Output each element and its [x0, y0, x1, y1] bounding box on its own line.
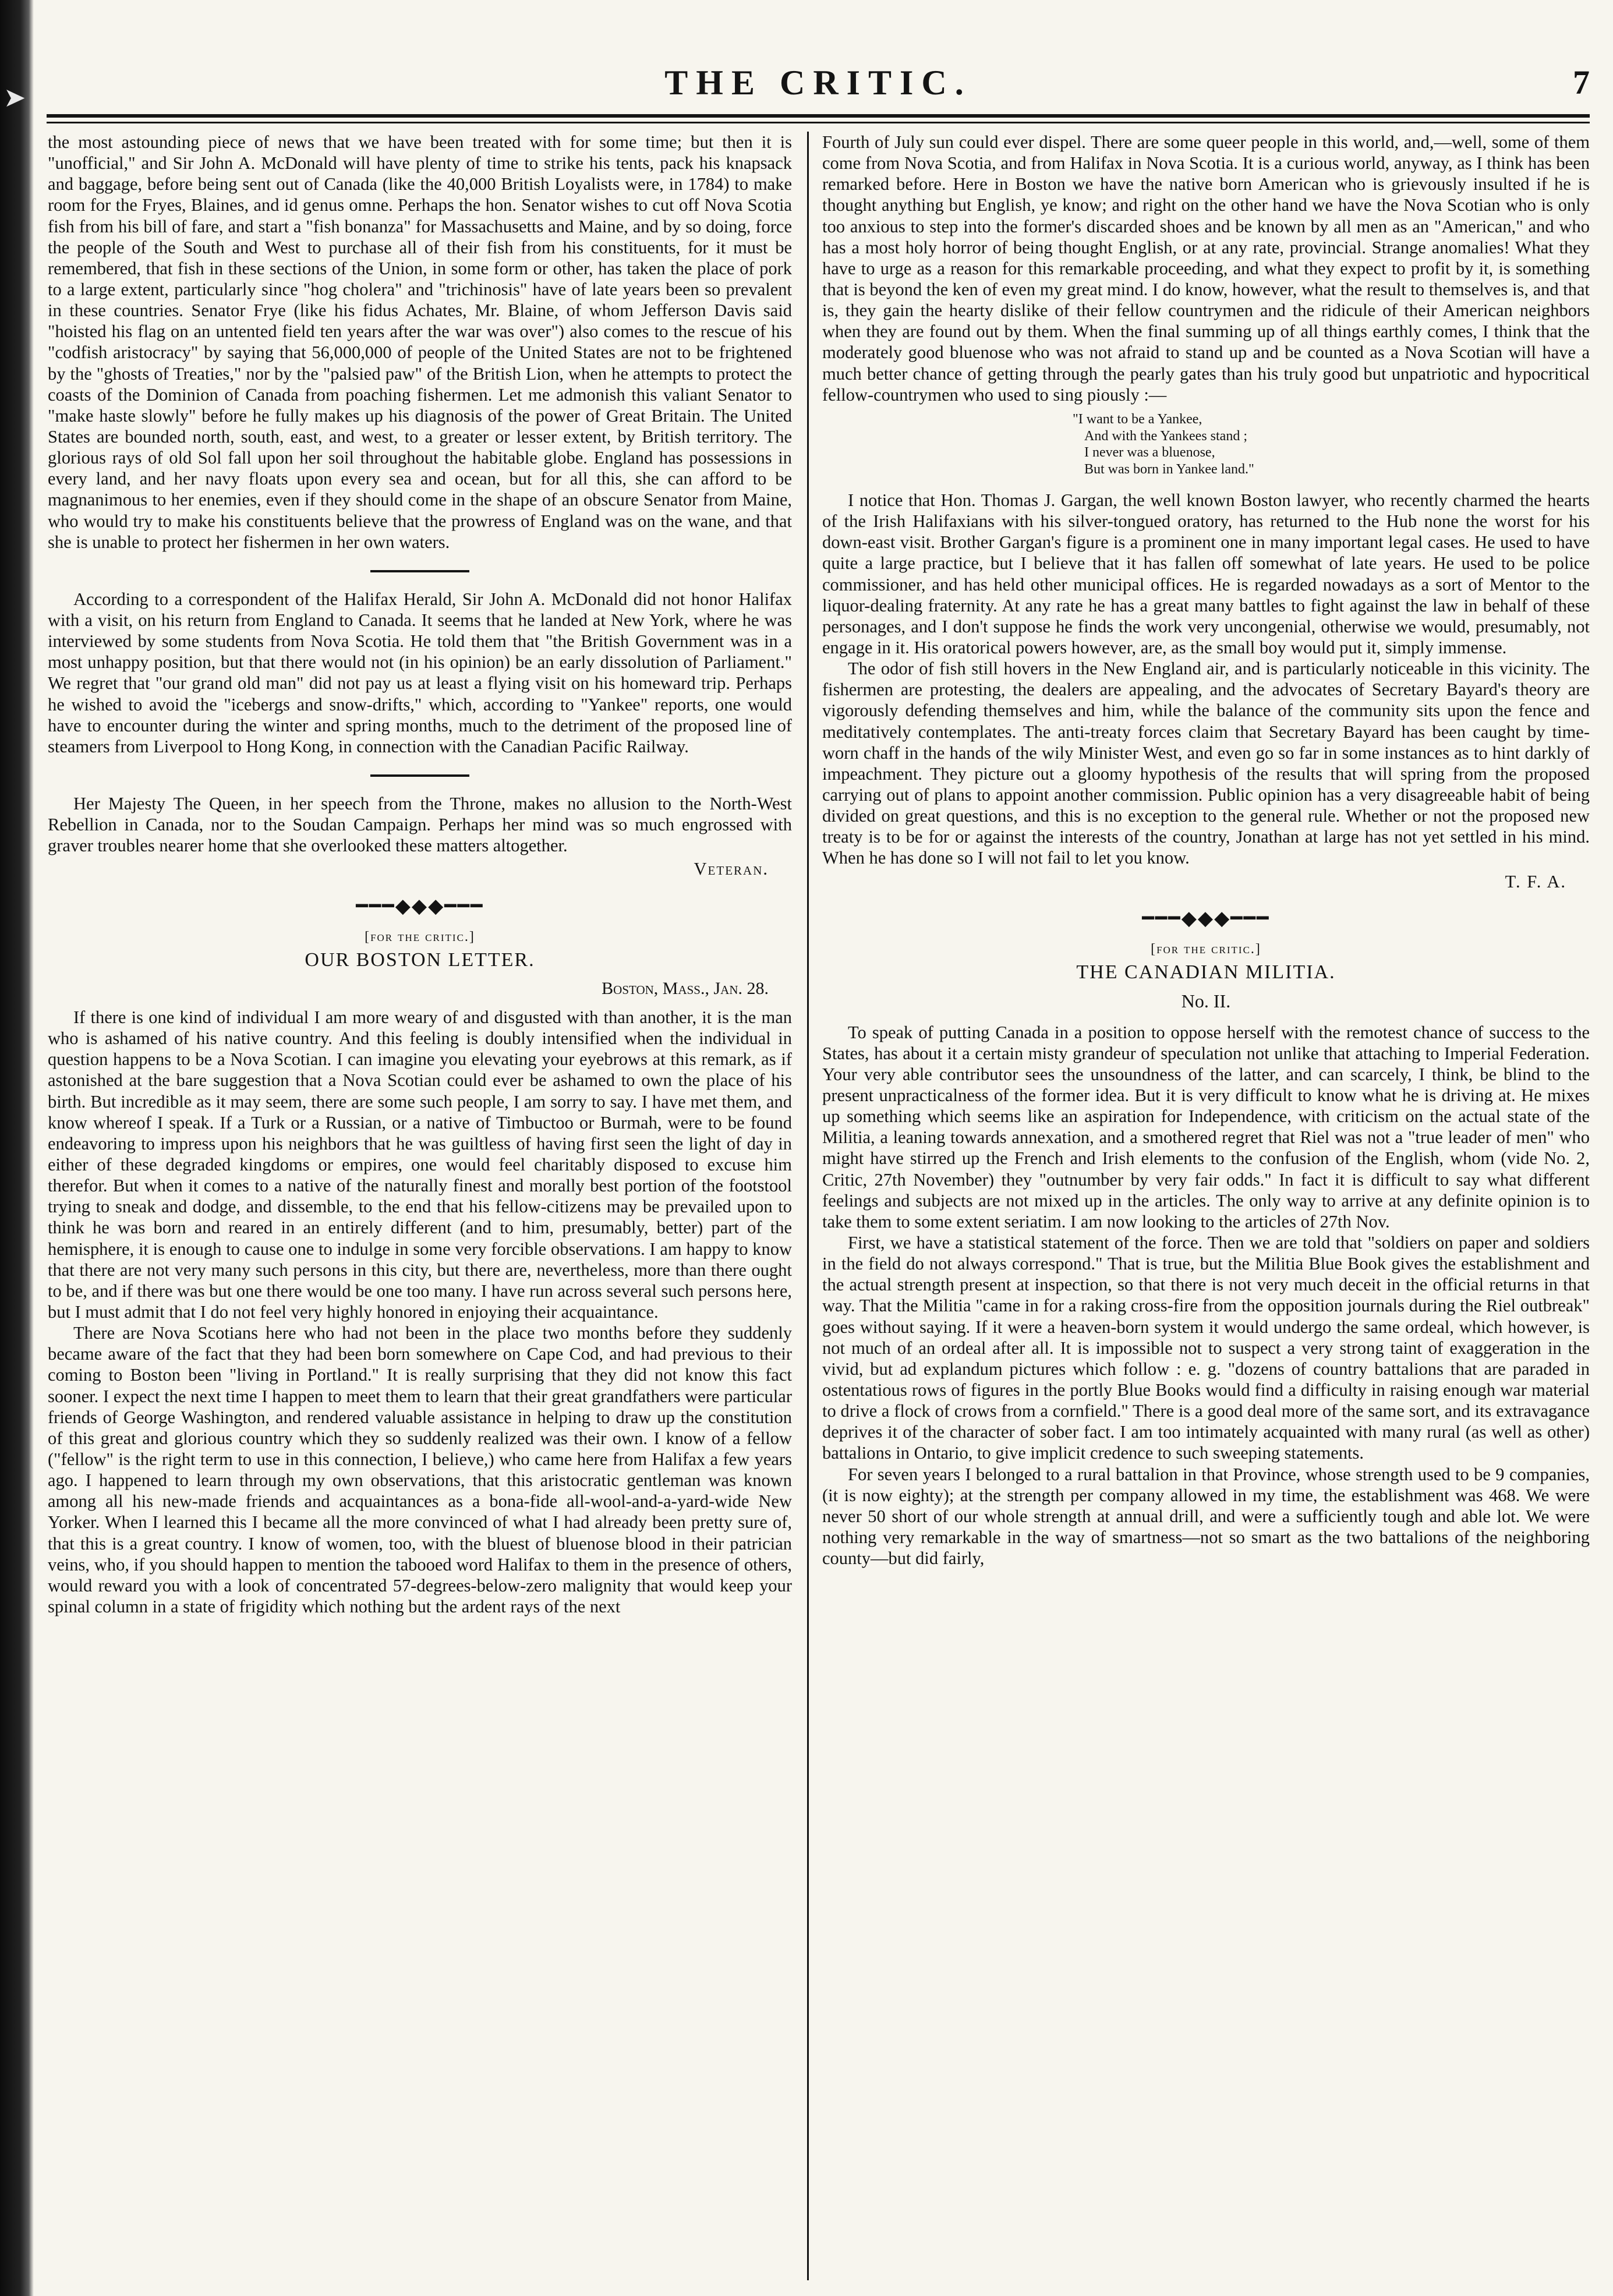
article-signature: Veteran.	[694, 859, 769, 879]
ornament-divider-icon: ━━━◆◆◆━━━	[1142, 907, 1270, 929]
boston-paragraph-5: The odor of fish still hovers in the New England air, and is particularly noticeable in this vicinity. The fishermen are protesting, the dealers are appealing, and the advocates of Secretary Bayard's theory are vigorously defending themselves and him, while the balance of the community sits upon the fence and meditatively contemplates. The anti-treaty forces claim that Secretary Bayard has been caught by time-worn chaff in the hands of the wily Minister West, and even go so far in some instances as to hint darkly of impeachment. They picture out a gloomy hypothesis of the results that will spring from the proposed carrying out of plans to appoint another commission. Public opinion has a very disagreeable habit of being divided on great questions, and this is no exception to the general rule. Whether or not the proposed new treaty is to be for or against the interests of the country, Jonathan at large has not yet settled in his mind. When he has done so I will not fail to let you know.	[822, 659, 1590, 868]
militia-title: THE CANADIAN MILITIA.	[1076, 961, 1336, 984]
militia-paragraph-1: To speak of putting Canada in a position to oppose herself with the remotest chance of success to the States, has about it a certain misty grandeur of speculation not unlike that attaching to Imperial Federation. Your very able contributor sees the unsoundness of the latter, and can scarcely, I think, be blind to the present unpracticalness of the former idea. But it is very difficult to know what he is driving at. He mixes up something which seems like an aspiration for Independence, with criticism on the actual state of the Militia, a leaning towards annexation, and a smothered regret that Riel was not a "true leader of men" who might have stirred up the French and Irish elements to the confusion of the English, whom (vide No. 2, Critic, 27th November) they "outnumber by very fair odds." In fact it is difficult to say what different feelings and subjects are not mixed up in the articles. The only way to arrive at any definite opinion is to take them to some extent seriatim. I am now looking to the articles of 27th Nov.	[822, 1022, 1590, 1232]
militia-paragraph-2: First, we have a statistical statement of the force. Then we are told that "soldiers on paper and soldiers in the field do not always correspond." That is true, but the Militia Blue Book gives the establishment and the actual strength present at inspection, so that there is not very much deceit in the official returns in that way. That the Militia "came in for a raking cross-fire from the opposition journals during the Riel outbreak" goes without saying. If it were a heaven-born system it would undergo the same ordeal, which however, is not much of an ordeal after all. It is impossible not to suspect a very strong taint of exaggeration in the vivid, but ad explandum pictures which follow : e. g. "dozens of country battalions that are paraded in ostentatious rows of figures in the portly Blue Books would find a difficulty in raising enough war material to drive a flock of crows from a cornfield." There is a good deal more of the same sort, and its extravagance deprives it of the character of sober fact. I am too intimately acquainted with many rural (as well as other) battalions in Ontario, to give implicit credence to such sweeping statements.	[822, 1233, 1590, 1463]
boston-signature: T. F. A.	[1505, 871, 1566, 891]
herald-paragraph: According to a correspondent of the Halifax Herald, Sir John A. McDonald did not honor Halifax with a visit, on his return from England to Canada. It seems that he landed at New York, where he was interviewed by some students from Nova Scotia. He told them that "the British Government was in a most unhappy position, but that there would not (in his opinion) be an early dissolution of Parliament." We regret that "our grand old man" did not pay us at least a flying visit on his homeward trip. Perhaps he wished to avoid the "icebergs and snow-drifts," which, according to "Yankee" reports, one would have to encounter during the winter and spring months, much to the detriment of the proposed line of steamers from Liverpool to Hong Kong, in connection with the Canadian Pacific Railway.	[48, 589, 792, 756]
boston-letter-title: OUR BOSTON LETTER.	[305, 949, 535, 971]
verse-quote	[1073, 411, 1590, 478]
left-column	[48, 132, 792, 2280]
militia-number: No. II.	[1181, 990, 1231, 1011]
militia-paragraph-3: For seven years I belonged to a rural battalion in that Province, whose strength used to be 9 companies, (it is now eighty); at the strength per company allowed in my time, the establishment was 468. We were never 50 short of our whole strength at annual drill, and were a sufficiently tough and able lot. We were nothing very remarkable in the way of smartness—not so smart as the two battalions of the neighboring county—but did fairly,	[822, 1464, 1590, 1569]
article-continuation: the most astounding piece of news that we have been treated with for some time; but then it is "unofficial," and Sir John A. McDonald will have plenty of time to strike his tents, pack his knapsack and baggage, before being sent out of Canada (like the 40,000 British Loyalists were, in 1784) to make room for the Fryes, Blaines, and id genus omne. Perhaps the hon. Senator wishes to cut off Nova Scotia fish from his bill of fare, and start a "fish bonanza" for Massachusetts and Maine, and by so doing, force the people of the South and West to purchase all of their fish from his constituents, for it must be remembered, that fish in these sections of the Union, in some form or other, has taken the place of pork to a large extent, particularly since "hog cholera" and "trichinosis" have of late years been so prevalent in these countries. Senator Frye (like his fidus Achates, Mr. Blaine, of whom Jefferson Davis said "hoisted his flag on an untented field ten years after the war was over") also comes to the rescue of his "codfish aristocracy" by saying that 56,000,000 of people of the United States are not to be frightened by the "ghosts of Treaties," nor by the "palsied paw" of the British Lion, when he attempts to protect the coasts of the Dominion of Canada from poaching fishermen. Let me admonish this valiant Senator to "make haste slowly" before he fully makes up his diagnosis of the power of Great Britain. The United States are bounded north, south, east, and west, to a greater or lesser extent, by British territory. The glorious rays of old Sol fall upon her soil throughout the habitable globe. England has possessions in every land, and her navy floats upon every sea and ocean, but for all this, she can afford to be magnanimous to her enemies, even if they should come in the shape of an obscure Senator from Maine, who would try to make his constituents believe that the prowress of England was on the wane, and that she is unable to protect her fishermen in her own waters.	[48, 132, 792, 552]
boston-paragraph-2: There are Nova Scotians here who had not been in the place two months before they suddenly became aware of the fact that they had been born somewhere on Cape Cod, and had previous to their coming to Boston been "living in Portland." It is really surprising that they did not know this fact sooner. I expect the next time I happen to meet them to learn that their great grandfathers were particular friends of George Washington, and rendered valuable assistance in helping to draw up the constitution of this great and glorious country which they so suddenly realized was their own. I know of a fellow ("fellow" is the right term to use in this connection, I believe,) who came here from Halifax a few years ago. I happened to learn through my own observations, that this aristocratic gentleman was known among all his new-made friends and acquaintances as a bona-fide all-wool-and-a-yard-wide New Yorker. When I learned this I became all the more convinced of what I had already been pretty sure of, that this is a great country. I know of women, too, with the bluest of bluenose blood in their patrician veins, who, if you should happen to mention the tabooed word Halifax to them in the presence of others, would reward you with a look of concentrated 57-degrees-below-zero malignity that would keep your spinal column in a state of frigidity which nothing but the ardent rays of the next	[48, 1323, 792, 1616]
section-kicker: [for the critic.]	[1151, 941, 1261, 957]
verse-line: "I want to be a Yankee,	[1073, 411, 1202, 427]
queen-paragraph: Her Majesty The Queen, in her speech from the Throne, makes no allusion to the North-West Rebellion in Canada, nor to the Soudan Campaign. Perhaps her mind was so much engrossed with graver troubles nearer home that she overlooked these matters altogether.	[48, 793, 792, 856]
right-column	[822, 132, 1590, 2280]
verse-line: But was born in Yankee land."	[1084, 462, 1254, 477]
ornament-divider-icon: ━━━◆◆◆━━━	[356, 895, 484, 917]
boston-paragraph-1: If there is one kind of individual I am more weary of and disgusted with than another, it is the man who is ashamed of his native country. And this feeling is doubly intensified when the individual in question happens to be a Nova Scotian. I can imagine you elevating your eyebrows at this remark, as if astonished at the bare suggestion that a Nova Scotian could ever be ashamed to own the place of his birth. But incredible as it may seem, there are some such people, I am sorry to say. I have met them, and know whereof I speak. If a Turk or a Russian, or a native of Timbuctoo or Burmah, were to be found endeavoring to impress upon his neighbors that he was guiltless of having first seen the light of day in either of these degraded kingdoms or empires, one would feel charitably disposed to excuse him therefor. But when it comes to a native of the naturally finest and morally best portion of the footstool trying to sneak and dodge, and dissemble, to the end that his fellow-citizens may be prevailed upon to think he was born and reared in an entirely different (and to him, presumably, better) part of the hemisphere, it is enough to cause one to indulge in some very forcible observations. I am happy to know that there are not very many such persons in this city, but there are, nevertheless, more than there ought to be, and if there was but one there would be one too many. I have run across several such persons here, but I must admit that I do not feel very highly honored in enjoying their acquaintance.	[48, 1007, 792, 1322]
page-header	[47, 63, 1590, 109]
section-kicker: [for the critic.]	[365, 929, 475, 944]
punch-hole-icon: ➤	[3, 82, 26, 113]
column-divider	[807, 132, 809, 2280]
page-number: 7	[1573, 63, 1590, 101]
section-rule	[370, 774, 469, 777]
section-rule	[370, 570, 469, 572]
boston-paragraph-4: I notice that Hon. Thomas J. Gargan, the well known Boston lawyer, who recently charmed the hearts of the Irish Halifaxians with his silver-tongued oratory, has returned to the Hub none the worst for his down-east visit. Brother Gargan's figure is a prominent one in many important legal cases. He used to have quite a large practice, but I believe that it has fallen off somewhat of late years. He used to be police commissioner, and has held other municipal offices. He is regarded nowadays as a sort of Mentor to the liquor-dealing fraternity. At any rate he has a great many battles to fight against the law in behalf of these personages, and I don't suppose he finds the work very uncongenial, otherwise we would, presumably, not engage in it. His oratorical powers however, are, as the small boy would put it, simply immense.	[822, 490, 1590, 657]
verse-line: I never was a bluenose,	[1084, 445, 1215, 461]
verse-line: And with the Yankees stand ;	[1084, 428, 1247, 444]
masthead-title: THE CRITIC.	[664, 63, 972, 102]
header-rule	[47, 114, 1590, 123]
boston-dateline: Boston, Mass., Jan. 28.	[602, 978, 769, 998]
boston-paragraph-3: Fourth of July sun could ever dispel. There are some queer people in this world, and,—well, some of them come from Nova Scotia, and from Halifax in Nova Scotia. It is a curious world, anyway, as I think has been remarked before. Here in Boston we have the native born American who is grievously insulted if he is thought anything but English, ye know; and right on the other hand we have the Nova Scotian who is only too anxious to step into the former's discarded shoes and be known by all men as an "American," and who has a most holy horror of being thought English, or at any rate, provincial. Strange anomalies! What they have to urge as a reason for this remarkable proceeding, and what they expect to profit by it, is something that is beyond the ken of even my great mind. I do know, however, what the result to themselves is, and that is, they gain the hearty dislike of their fellow countrymen and the ridicule of their American neighbors when they are found out by them. When the final summing up of all things earthly comes, I think that the moderately good bluenose who was not afraid to stand up and be counted as a Nova Scotian will have a much better chance of getting through the pearly gates than his truly good but unpatriotic and hypocritical fellow-countrymen who used to sing piously :—	[822, 132, 1590, 405]
binding-spine	[0, 0, 34, 2296]
